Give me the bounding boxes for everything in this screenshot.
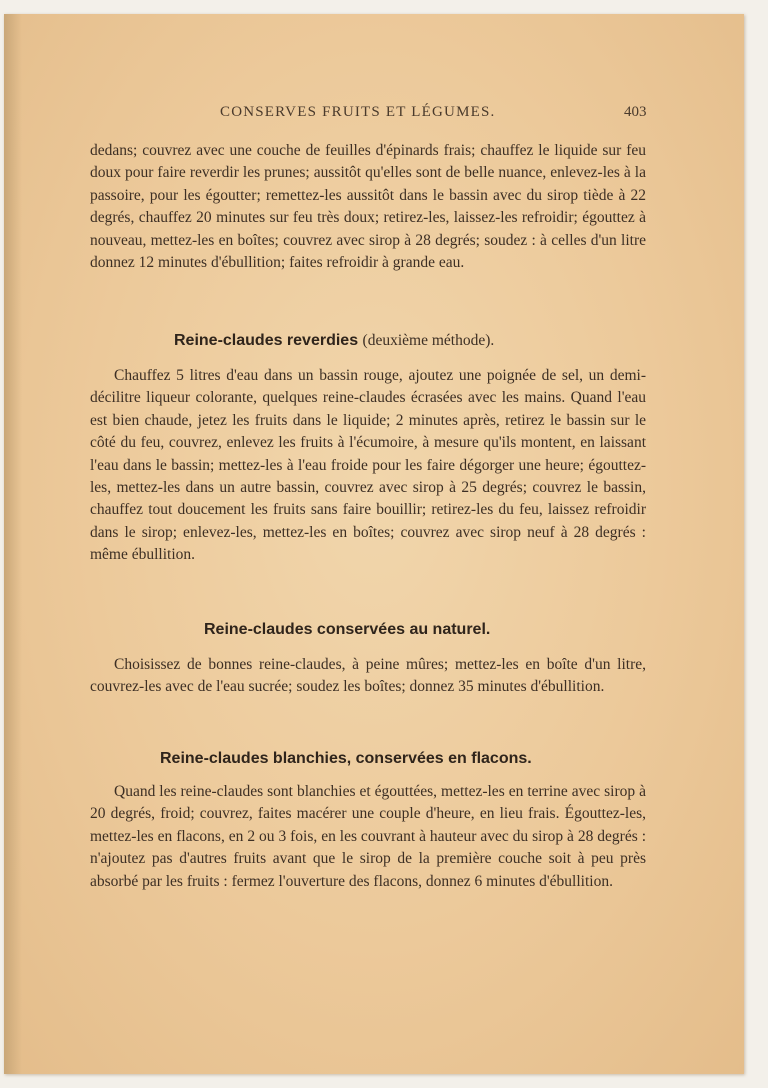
section-body: Quand les reine-claudes sont blanchies et égouttées, mettez-les en terrine avec sirop à 20 degrés, froid; couvrez, faites macérer une couple d'heure, en lieu frais. Égouttez-les, mettez-les en flacons, en 2 ou 3 fois, en les couvrant à hauteur avec du sirop à 28 degrés : n'ajoutez pas d'autres fruits avant que le sirop de la première couche soit à peu près absorbé par les fruits : fermez l'ouverture des flacons, donnez 6 minutes d'ébullition.: [90, 783, 646, 890]
section-body: Chauffez 5 litres d'eau dans un bassin rouge, ajoutez une poignée de sel, un demi-décilitre liqueur colorante, quelques reine-claudes écrasées avec les mains. Quand l'eau est bien chaude, jetez les fruits dans le liquide; 2 minutes après, retirez le bassin sur le côté du feu, couvrez, enlevez les fruits à l'écumoire, à mesure qu'ils montent, en laissant l'eau dans le bassin; mettez-les à l'eau froide pour les faire dégorger une heure; égouttez-les, mettez-les dans un autre bassin, couvrez avec sirop à 25 degrés; couvrez le bassin, chauffez tout doucement les fruits sans faire bouillir; retirez-les du feu, laissez refroidir dans le sirop; enlevez-les, mettez-les en boîtes; couvrez avec sirop neuf à 28 degrés : même ébullition.: [90, 367, 646, 564]
section-heading: [204, 621, 490, 639]
section-title: Reine-claudes conservées au naturel.: [204, 621, 491, 638]
page-header: [4, 104, 744, 126]
page-spine-shadow: [4, 14, 22, 1074]
section-heading: [174, 332, 494, 350]
section-heading: [160, 750, 532, 768]
running-title: CONSERVES FRUITS ET LÉGUMES.: [220, 104, 496, 120]
page-number: 403: [624, 104, 647, 120]
section-title-note: (deuxième méthode).: [362, 332, 495, 349]
section-title: Reine-claudes reverdies: [174, 332, 359, 349]
section-body: Choisissez de bonnes reine-claudes, à peine mûres; mettez-les en boîte d'un litre, couvrez-les avec de l'eau sucrée; soudez les boîtes; donnez 35 minutes d'ébullition.: [90, 656, 646, 696]
book-page: [4, 14, 744, 1074]
paragraph-top: dedans; couvrez avec une couche de feuilles d'épinards frais; chauffez le liquide sur feu doux pour faire reverdir les prunes; aussitôt qu'elles sont de belle nuance, enlevez-les à la passoire, pour les égoutter; remettez-les aussitôt dans le bassin avec du sirop tiède à 22 degrés, chauffez 20 minutes sur feu très doux; retirez-les, laissez-les refroidir; égouttez à nouveau, mettez-les en boîtes; couvrez avec sirop à 28 degrés; soudez : à celles d'un litre donnez 12 minutes d'ébullition; faites refroidir à grande eau.: [90, 142, 646, 272]
section-title: Reine-claudes blanchies, conservées en flacons.: [160, 750, 532, 767]
